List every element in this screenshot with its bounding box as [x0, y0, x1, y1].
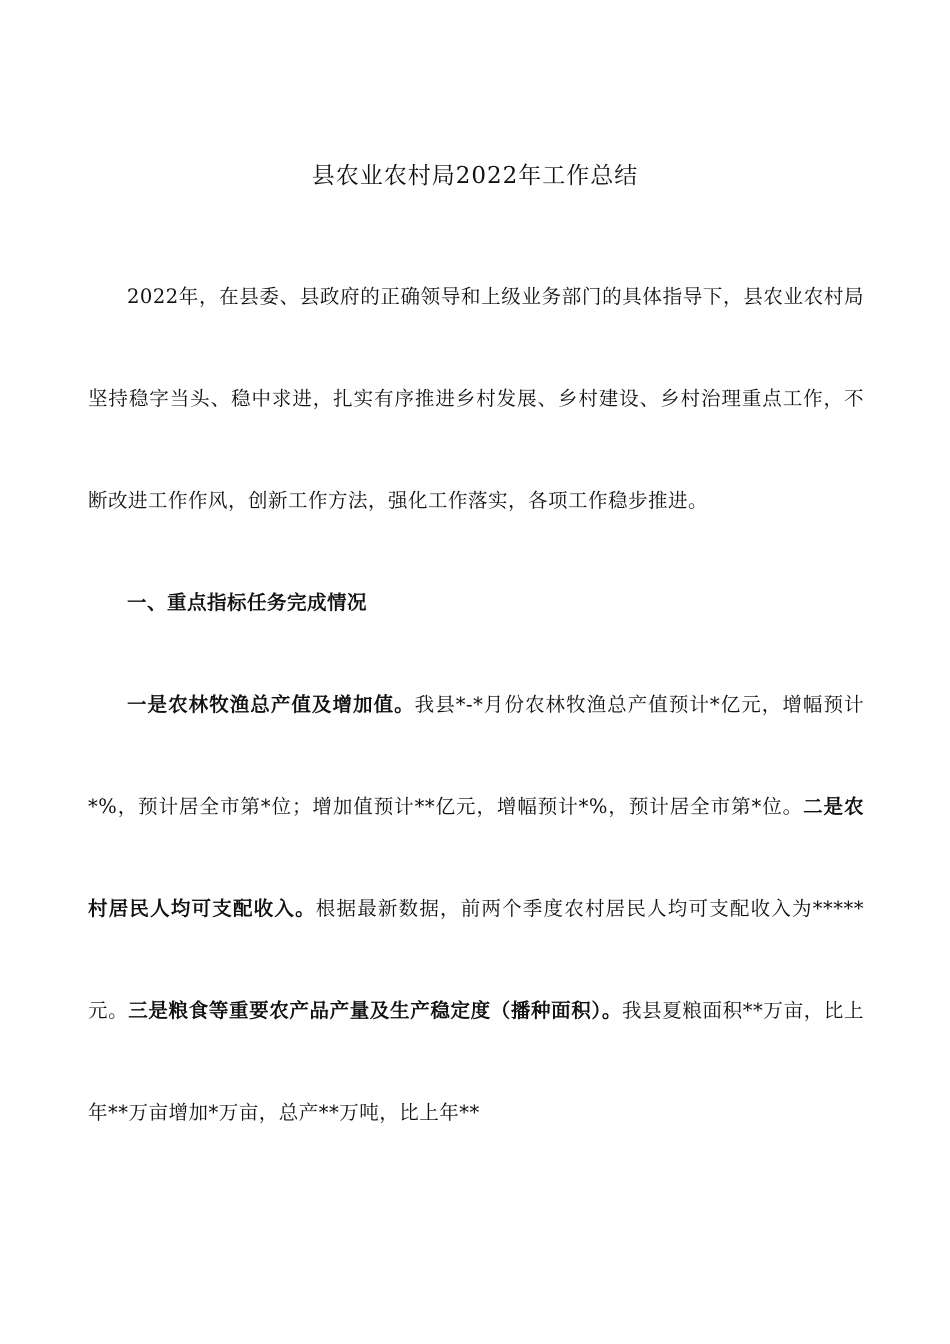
intro-paragraph: 2022年，在县委、县政府的正确领导和上级业务部门的具体指导下，县农业农村局坚持稳字当头、稳中求进，扎实有序推进乡村发展、乡村建设、乡村治理重点工作，不断改进工作作风，创新工作方法，强化工作落实，各项工作稳步推进。: [88, 285, 864, 512]
indicators-paragraph: [88, 654, 864, 1164]
item2-lead: 二是农村居民人均可支配收入。: [88, 795, 864, 920]
item3-lead: 三是粮食等重要农产品产量及生产稳定度（播种面积）。: [128, 999, 622, 1022]
document-title: 县农业农村局2022年工作总结: [311, 163, 639, 189]
item1-lead: 一是农林牧渔总产值及增加值。: [127, 693, 415, 716]
document-body: [88, 246, 864, 1164]
section-heading: 一、重点指标任务完成情况: [127, 591, 368, 614]
item2-text: 根据最新数据，前两个季度农村居民人均可支配收入为*****元。: [88, 897, 864, 1022]
item3-text: 我县夏粮面积**万亩，比上年**万亩增加*万亩，总产**万吨，比上年**: [88, 999, 864, 1124]
item1-text: 我县*-*月份农林牧渔总产值预计*亿元，增幅预计*%，预计居全市第*位；增加值预计**亿元，增幅预计*%，预计居全市第*位。: [88, 693, 864, 818]
